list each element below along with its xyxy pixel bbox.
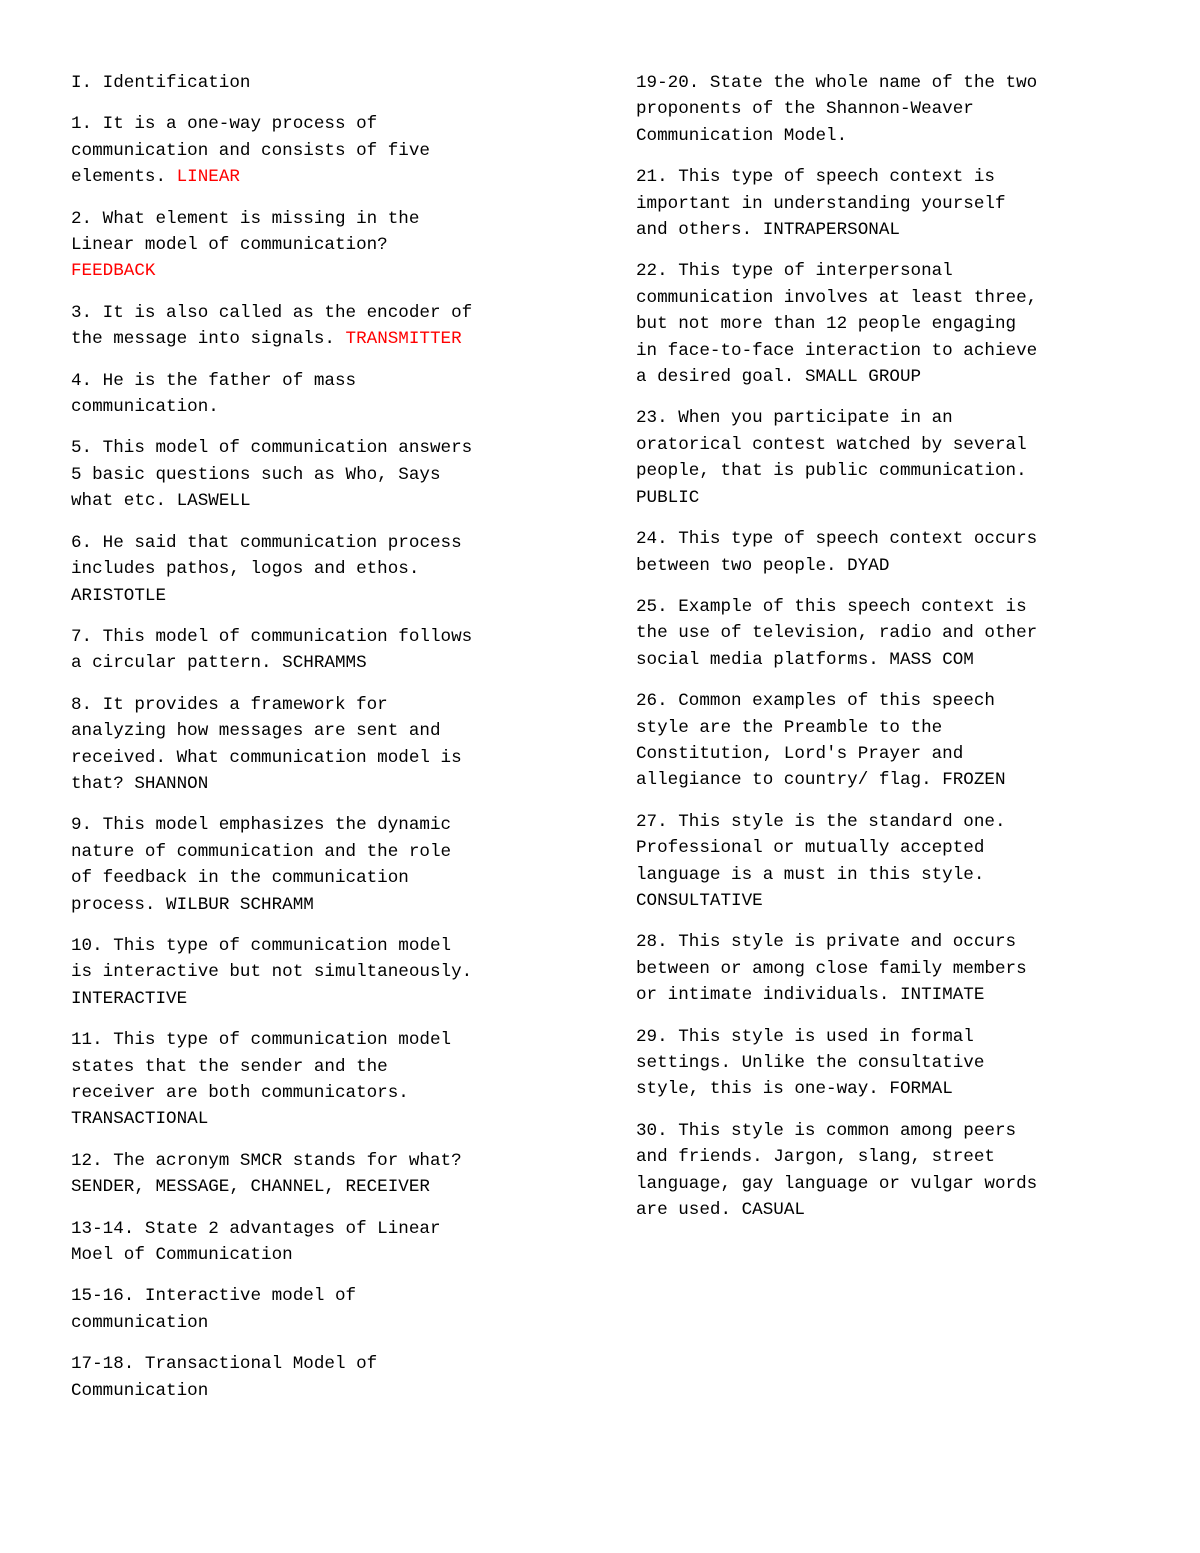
question-text: 26. Common examples of this speech style are the Preamble to the Constitution, Lord's Prayer and allegiance to country/ flag. xyxy=(636,691,995,791)
question-item xyxy=(636,258,1136,390)
question-text: 29. This style is used in formal settings. Unlike the consultative style, this is one-way. xyxy=(636,1026,985,1100)
question-text: 17-18. Transactional Model of Communication xyxy=(71,1354,378,1401)
question-text: 19-20. State the whole name of the two proponents of the Shannon-Weaver Communication Model. xyxy=(636,73,1038,146)
question-text: 10. This type of communication model is interactive but not simultaneously. xyxy=(71,935,473,983)
answer-text: FORMAL xyxy=(889,1079,953,1100)
answer-text: SENDER, MESSAGE, CHANNEL, RECEIVER xyxy=(71,1177,430,1198)
question-text: 8. It provides a framework for analyzing how messages are sent and received. What communication model is that? xyxy=(71,694,462,794)
answer-text: PUBLIC xyxy=(636,487,700,508)
question-text: 13-14. State 2 advantages of Linear Moel of Communication xyxy=(71,1218,441,1266)
question-item xyxy=(636,809,1136,915)
right-column xyxy=(636,70,1136,1238)
question-item xyxy=(71,435,571,514)
question-item xyxy=(71,530,571,609)
question-item xyxy=(71,206,571,285)
answer-text: INTERACTIVE xyxy=(71,988,188,1009)
answer-text: INTIMATE xyxy=(899,985,985,1006)
answer-text: FEEDBACK xyxy=(71,261,156,282)
question-item xyxy=(636,1118,1136,1224)
question-item xyxy=(636,1024,1136,1103)
question-item xyxy=(71,692,571,798)
question-item xyxy=(636,405,1136,511)
question-text: 25. Example of this speech context is the use of television, radio and other social media platforms. xyxy=(636,596,1038,670)
answer-text: FROZEN xyxy=(942,770,1006,791)
question-item xyxy=(71,368,571,421)
question-item xyxy=(636,164,1136,243)
question-text: 11. This type of communication model states that the sender and the receiver are both communicators. xyxy=(71,1030,452,1103)
left-question-list xyxy=(71,111,571,1404)
answer-text: DYAD xyxy=(847,555,890,576)
answer-text: MASS COM xyxy=(889,649,974,670)
section-heading: I. Identification xyxy=(71,73,251,93)
question-text: 4. He is the father of mass communication. xyxy=(71,370,357,418)
question-text: 1. It is a one-way process of communication and consists of five elements. xyxy=(71,114,430,188)
question-text: 22. This type of interpersonal communication involves at least three, but not more than 12 people engaging in face-to-face interaction to achieve a desired goal. xyxy=(636,261,1038,388)
answer-text: LASWELL xyxy=(176,491,251,512)
question-item xyxy=(71,300,571,353)
answer-text: SCHRAMMS xyxy=(282,653,367,674)
question-item xyxy=(71,1216,571,1269)
answer-text: SHANNON xyxy=(134,773,209,794)
question-text: 21. This type of speech context is important in understanding yourself and others. xyxy=(636,167,1006,241)
question-text: 27. This style is the standard one. Professional or mutually accepted language is a must in this style. xyxy=(636,811,1006,885)
answer-text: TRANSACTIONAL xyxy=(71,1109,209,1130)
question-text: 6. He said that communication process includes pathos, logos and ethos. xyxy=(71,532,462,580)
question-item xyxy=(71,812,571,918)
question-item xyxy=(636,929,1136,1008)
right-question-list xyxy=(636,70,1136,1223)
left-column xyxy=(71,70,571,1419)
answer-text: CONSULTATIVE xyxy=(636,890,763,911)
question-item xyxy=(71,1027,571,1133)
question-item xyxy=(636,526,1136,579)
answer-text: INTRAPERSONAL xyxy=(762,220,900,241)
question-text: 23. When you participate in an oratorical contest watched by several people, that is public communication. xyxy=(636,408,1027,482)
answer-text: ARISTOTLE xyxy=(71,585,167,606)
question-item xyxy=(71,1283,571,1336)
question-item xyxy=(71,624,571,677)
question-text: 12. The acronym SMCR stands for what? xyxy=(71,1150,462,1171)
question-text: 5. This model of communication answers 5 basic questions such as Who, Says what etc. xyxy=(71,438,473,512)
question-item xyxy=(71,1351,571,1404)
question-item xyxy=(71,1148,571,1201)
question-item xyxy=(636,688,1136,794)
question-text: 28. This style is private and occurs between or among close family members or intimate individuals. xyxy=(636,932,1027,1006)
answer-text: LINEAR xyxy=(176,167,240,188)
question-item xyxy=(71,111,571,190)
answer-text: SMALL GROUP xyxy=(804,367,922,388)
question-text: 7. This model of communication follows a circular pattern. xyxy=(71,626,473,674)
question-text: 15-16. Interactive model of communication xyxy=(71,1286,357,1333)
question-text: 9. This model emphasizes the dynamic nature of communication and the role of feedback in the communication process. xyxy=(71,815,452,915)
question-text: 2. What element is missing in the Linear model of communication? xyxy=(71,208,420,256)
answer-text: TRANSMITTER xyxy=(345,329,462,350)
question-item xyxy=(71,933,571,1012)
question-item xyxy=(636,594,1136,673)
question-item xyxy=(636,70,1136,149)
question-text: 3. It is also called as the encoder of the message into signals. xyxy=(71,302,473,350)
answer-text: WILBUR SCHRAMM xyxy=(166,894,314,915)
question-text: 24. This type of speech context occurs between two people. xyxy=(636,529,1038,576)
answer-text: CASUAL xyxy=(741,1200,805,1221)
question-text: 30. This style is common among peers and friends. Jargon, slang, street language, gay language or vulgar words are used. xyxy=(636,1120,1038,1221)
